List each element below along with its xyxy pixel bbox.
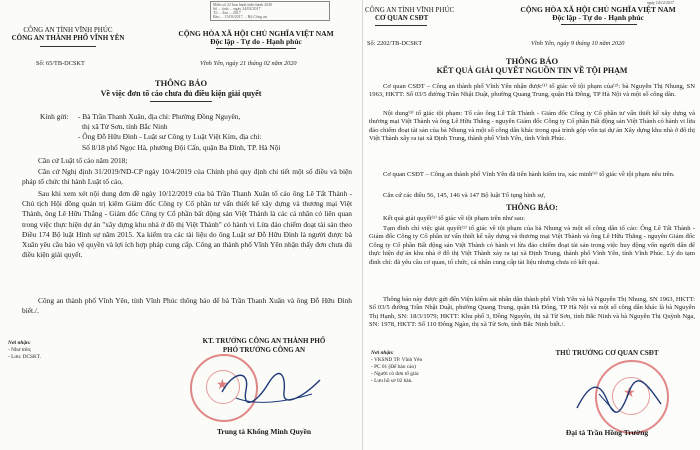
- document-title: THÔNG BÁO: [505, 56, 559, 66]
- org-underline: [375, 25, 427, 26]
- signature-title: [166, 337, 362, 355]
- issuing-org: [365, 6, 483, 22]
- recipients-footer-label: Nơi nhận:: [8, 340, 31, 346]
- signer-name: Trung tá Khổng Minh Quyền: [216, 427, 312, 436]
- recipient-label: Kính gửi:: [40, 112, 69, 121]
- recipients-footer-label: Nơi nhận:: [371, 350, 394, 356]
- recipients-footer-line: - Người có đơn tố giác: [371, 371, 420, 377]
- recipients-footer-line: - Lưu: DCSKT.: [8, 354, 41, 360]
- stamp-line: Bảo ... 15/03/2017 ... Bộ Công an: [213, 14, 267, 19]
- org-name: CƠ QUAN CSĐT: [375, 14, 429, 22]
- signature-title-line: KT. TRƯỞNG CÔNG AN THÀNH PHỐ: [202, 337, 326, 345]
- recipients-footer-line: - Như trên;: [8, 347, 32, 353]
- org-name: CÔNG AN THÀNH PHỐ VĨNH YÊN: [11, 34, 125, 42]
- nation-name: CỘNG HÒA XÃ HỘI CHỦ NGHĨA VIỆT NAM: [178, 29, 334, 38]
- recipient-line: - Ông Đỗ Hữu Đình - Luật sư Công ty Luật Việt Kim, địa chỉ:: [78, 132, 262, 142]
- handwritten-signature: [569, 374, 669, 424]
- signer-name: Đại tá Trần Hồng Trường: [565, 428, 649, 437]
- recipients-footer-line: - Lưu hồ sơ 02 bản.: [371, 378, 413, 384]
- stamp-line: Miền số 22 ban hành hiện hành 2020: [213, 2, 273, 7]
- recipient-line: - Bà Trần Thanh Xuân, địa chỉ: Phường Đồng Nguyên,: [78, 112, 241, 121]
- document-title: THÔNG BÁO: [154, 78, 208, 88]
- seal-star-icon: ★: [216, 378, 229, 393]
- stamp-line: Số ... tịnh ... ngày 24/02/2017: [213, 6, 261, 11]
- org-underline: [40, 46, 96, 47]
- recipient-line: Số 8/18 phố Ngọc Hà, phường Đội Cấn, quận Ba Đình, TP. Hà Nội: [82, 142, 281, 152]
- body-paragraph: Căn cứ Nghị định 31/2019/ND-CP ngày 10/4/2019 của Chính phủ quy định chi tiết một số điều và biện pháp tổ chức thi hành Luật tố cáo,: [22, 167, 352, 187]
- recipients-footer-line: - PC 01 (Để báo cáo): [371, 364, 416, 370]
- body-paragraph: Công an thành phố Vĩnh Yên, tỉnh Vĩnh Phúc thông báo để bà Trần Thanh Xuân và ông Đỗ Hữu Đình biết./.: [22, 296, 352, 316]
- document-number: Số: 65/TB-DCSKT: [36, 60, 85, 67]
- subtitle-underline: [491, 78, 573, 79]
- header-note: ngày 14/12/2017: [647, 0, 674, 5]
- handwritten-signature: [216, 362, 326, 412]
- national-header: [497, 6, 699, 22]
- motto: Độc lập - Tự do - Hạnh phúc: [210, 37, 302, 46]
- document-date: Vĩnh Yên, ngày 21 tháng 02 năm 2020: [200, 60, 297, 67]
- document-subtitle: Về việc đơn tố cáo chưa đủ điều kiện giải quyết: [100, 89, 262, 98]
- right-document: [362, 0, 700, 450]
- body-paragraph: Sau khi xem xét nội dung đơn đề ngày 10/12/2019 của bà Trần Thanh Xuân tố cáo ông Lê Tất Thành - Chủ tịch Hội đồng quản trị kiêm Giám đốc Công ty Cổ phần tư vấn thiết kế xây dựng và thương mại Việt Thành, ông Lê Hữu Thắng - Giám đốc Công ty Cổ phần bất động sản Việt Thành là các cá nhân có liên quan trong việc thực hiện dự án "xây dựng khu nhà ở đô thị Việt Thành" có hành vi Lừa đảo chiếm đoạt tài sản theo Điều 174 Bộ luật Hình sự năm 2015. Xa kiểm tra các tài liệu do ông Luật sư Đỗ Hữu Đình là người được bà Xuân yêu cầu bảo vệ quyền và lợi ích hợp pháp cung cấp. Công an thành phố Vĩnh Yên nhận thấy đơn chưa đủ điều kiện giải quyết.: [22, 189, 352, 260]
- motto-underline: [216, 48, 296, 49]
- body-paragraph: Căn cứ các điều 56, 145, 146 và 147 Bộ luật Tố tụng hình sự,: [383, 192, 546, 199]
- org-parent: CÔNG AN TỈNH VĨNH PHÚC: [23, 26, 113, 34]
- body-paragraph: Cơ quan CSĐT – Công an thành phố Vĩnh Yên nhận được⁽¹⁾ tố giác về tội phạm của⁽²⁾: bà Nguyễn Thị Nhung, SN 1963, HKTT: Số 03/5 đường Trần Nhật Duật, phường Quang Trung, quận Hà Đông, TP Hà Nội và một số công dân.: [369, 83, 695, 99]
- signature-title-line: PHÓ TRƯỞNG CÔNG AN: [222, 346, 306, 354]
- received-stamp: [210, 1, 330, 21]
- document-date: Vĩnh Yên, ngày 9 tháng 10 năm 2020: [531, 40, 625, 47]
- body-paragraph: Cơ quan CSĐT – Công an thành phố Vĩnh Yên đã tiến hành kiểm tra, xác minh⁽¹⁾ tố giác về tội phạm nêu trên.: [383, 171, 675, 178]
- nation-name: CỘNG HÒA XÃ HỘI CHỦ NGHĨA VIỆT NAM: [520, 5, 676, 14]
- body-paragraph: Căn cứ Luật tố cáo năm 2018;: [38, 156, 128, 165]
- national-header: [152, 30, 360, 46]
- signature-title: THỦ TRƯỞNG CƠ QUAN CSĐT: [555, 349, 659, 357]
- document-subtitle: KẾT QUẢ GIẢI QUYẾT NGUỒN TIN VỀ TỘI PHẠM: [436, 66, 628, 75]
- motto-underline: [561, 24, 637, 25]
- document-number: Số: 2202/TB-DCSKT: [367, 40, 423, 47]
- body-paragraph: Thông báo này được gửi đến Viện kiểm sát nhân dân thành phố Vĩnh Yên và bà Nguyễn Thị Nhung, SN 1963, HKTT: Số 03/5 đường Trần Nhật Duật, phường Quang Trung, quận Hà Đông, TP Hà Nội và một số công dân khác là bà Nguyễn Thị Hạnh, SN: 18/3/1979; HKTT: Khu phố 3, Đồng Nguyên, thị xã Từ Sơn, tỉnh Bắc Ninh và bà Nguyễn Thị Quỳnh Nga, SN: 1978, HKTT: Số 110 Đông Ngàn, thị xã Từ Sơn, tỉnh Bắc Ninh biết./.: [369, 296, 695, 329]
- body-paragraph: Kết quả giải quyết⁽¹⁾ tố giác về tội phạm trên như sau:: [383, 215, 525, 222]
- recipients-footer-line: - VKSND TP. Vĩnh Yên: [371, 357, 423, 363]
- body-paragraph: Tạm đình chỉ việc giải quyết⁽¹⁾ tố giác về tội phạm của bà Nhung và một số công dân tố cáo: Ông Lê Tất Thành - Giám đốc Công ty Cổ phần tư vấn thiết kế xây dựng và thương mại Việt Thành và ông Lê Hữu Thắng - nguyên Giám đốc Công ty Cổ phần Bất động sản Việt Thành có hành vi lừa đảo chiếm đoạt tài sản trong việc huy động vốn người dân để thực hiện dự án khu nhà ở đô thị Việt Thành xảy ra tại xã Định Trung, thành phố Vĩnh Yên, tỉnh Vĩnh Phúc. Lý do tạm đình chỉ: đã yêu cầu cơ quan, tổ chức, cá nhân cung cấp tài liệu nhưng chưa có kết quả.: [369, 225, 695, 266]
- stamp-line: Tổ ... lưu ... 2017: [213, 10, 241, 15]
- subtitle-underline: [150, 101, 212, 102]
- recipients-footer: [8, 340, 41, 361]
- announce-heading: THÔNG BÁO:: [506, 203, 558, 212]
- issuing-org: [6, 26, 130, 42]
- seal-star-icon: ★: [623, 386, 636, 401]
- motto: Độc lập - Tự do - Hạnh phúc: [552, 13, 644, 22]
- body-paragraph: Nội dung⁽³⁾ tố giác tội phạm: Tố cáo ông Lê Tất Thành - Giám đốc Công ty Cổ phần tư vấn thiết kế xây dựng và thương mại Việt Thành và ông Lê Hữu Thắng - nguyên Giám đốc Công ty Cổ phần Bất động sản Việt Thành có hành vi lừa đảo chiếm đoạt tài sản của bà Nhung và một số công dân khác trong quá trình góp vốn tại dự án Xây dựng khu nhà ở đô thị Việt Thành xây ra tại xã Định Trung, thành phố Vĩnh Yên, tỉnh Vĩnh Phúc.: [369, 110, 695, 143]
- org-parent: CÔNG AN TỈNH VĨNH PHÚC: [365, 6, 455, 14]
- recipients-footer: [371, 350, 422, 385]
- recipient-line: thị xã Từ Sơn, tỉnh Bắc Ninh: [82, 122, 168, 132]
